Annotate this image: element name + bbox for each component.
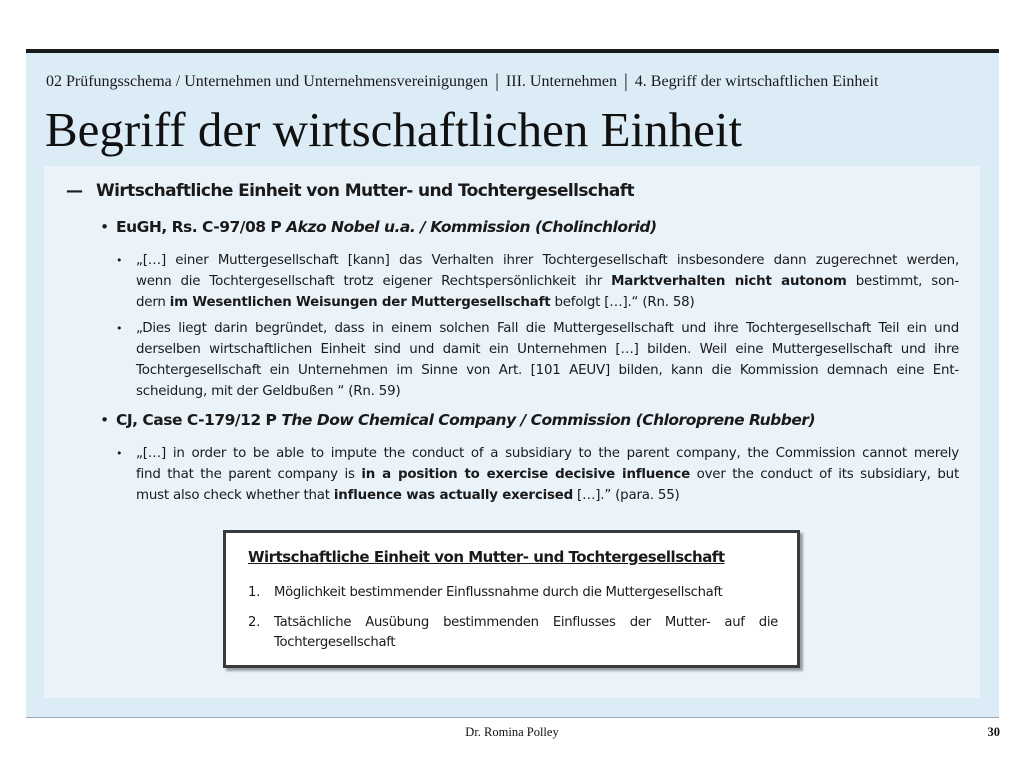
summary-title: Wirtschaftliche Einheit von Mutter- und Tochtergesellschaft [248,548,725,566]
bullet: • [116,447,123,460]
quote-line: „[…] einer Muttergesellschaft [kann] das Verhalten ihrer Tochtergesellschaft insbesondere dann zugerechnet werden, [136,253,959,268]
case-citation: CJ, Case C-179/12 P [116,411,282,429]
bullet: • [116,322,123,335]
quote-line: derselben wirtschaftlichen Einheit sind und damit ein Unternehmen […] bilden. Weil eine Muttergesellschaft und ihre [136,342,959,357]
page-title: Begriff der wirtschaftlichen Einheit [45,102,743,157]
breadcrumb-separator: | [495,71,499,92]
list-number: 2. [248,615,260,630]
quote-item-rn58 [116,250,961,313]
case-name: The Dow Chemical Company / Commission (Chloroprene Rubber) [281,411,816,429]
quote-line: dern im Wesentlichen Weisungen der Muttergesellschaft befolgt […].“ (Rn. 58) [136,295,695,310]
summary-box [223,530,800,668]
case-heading-dow [100,411,970,429]
quote-item-rn59 [116,318,961,402]
case-citation: EuGH, Rs. C-97/08 P [116,218,287,236]
breadcrumb-separator: | [623,71,628,92]
emphasis: Marktverhalten nicht autonom [611,274,847,289]
summary-list-item [248,583,778,603]
summary-list-item [248,613,778,653]
case-heading-akzo [100,218,970,236]
summary-item-text: Möglichkeit bestimmender Einflussnahme durch die Muttergesellschaft [274,585,723,600]
page-number: 30 [987,725,1000,739]
case-name: Akzo Nobel u.a. / Kommission (Cholinchlorid) [286,218,657,236]
breadcrumb-item-section: III. Unternehmen [505,73,617,90]
quote-line: Tochtergesellschaft ein Unternehmen im Sinne von Art. [101 AEUV] bilden, kann die Kommission demnach eine Ent- [136,363,959,378]
bullet: • [100,411,109,429]
quote-line: find that the parent company is in a position to exercise decisive influence over the conduct of its subsidiary, but [136,467,959,482]
emphasis: im Wesentlichen Weisungen der Muttergesellschaft [169,295,551,310]
summary-item-text: Tatsächliche Ausübung bestimmenden Einflusses der Mutter- auf die [274,615,778,630]
dash-bullet: — [66,181,83,201]
section-heading-text: Wirtschaftliche Einheit von Mutter- und Tochtergesellschaft [96,181,635,201]
quote-line: must also check whether that influence was actually exercised […].” (para. 55) [136,488,680,503]
breadcrumb-item-topic: 4. Begriff der wirtschaftlichen Einheit [634,73,879,90]
section-heading [66,181,966,201]
quote-line: „Dies liegt darin begründet, dass in einem solchen Fall die Muttergesellschaft und ihre Tochtergesellschaft Teil ein und [136,321,959,336]
quote-item-para55 [116,443,961,506]
footer-author: Dr. Romina Polley [465,725,559,739]
summary-item-text: Tochtergesellschaft [274,635,396,650]
quote-line: „[…] in order to be able to impute the conduct of a subsidiary to the parent company, the Commission cannot merely [136,446,959,461]
emphasis: in a position to exercise decisive influence [361,467,690,482]
emphasis: influence was actually exercised [333,488,573,503]
breadcrumb-item-chapter: 02 Prüfungsschema / Unternehmen und Unternehmensvereinigungen [46,73,489,90]
list-number: 1. [248,585,260,600]
breadcrumb [46,70,976,92]
quote-line: scheidung, mit der Geldbußen “ (Rn. 59) [136,384,401,399]
bullet: • [100,218,109,236]
quote-line: wenn die Tochtergesellschaft trotz eigener Rechtspersönlichkeit ihr Marktverhalten nicht autonom bestimmt, son- [136,274,959,289]
bullet: • [116,254,123,267]
